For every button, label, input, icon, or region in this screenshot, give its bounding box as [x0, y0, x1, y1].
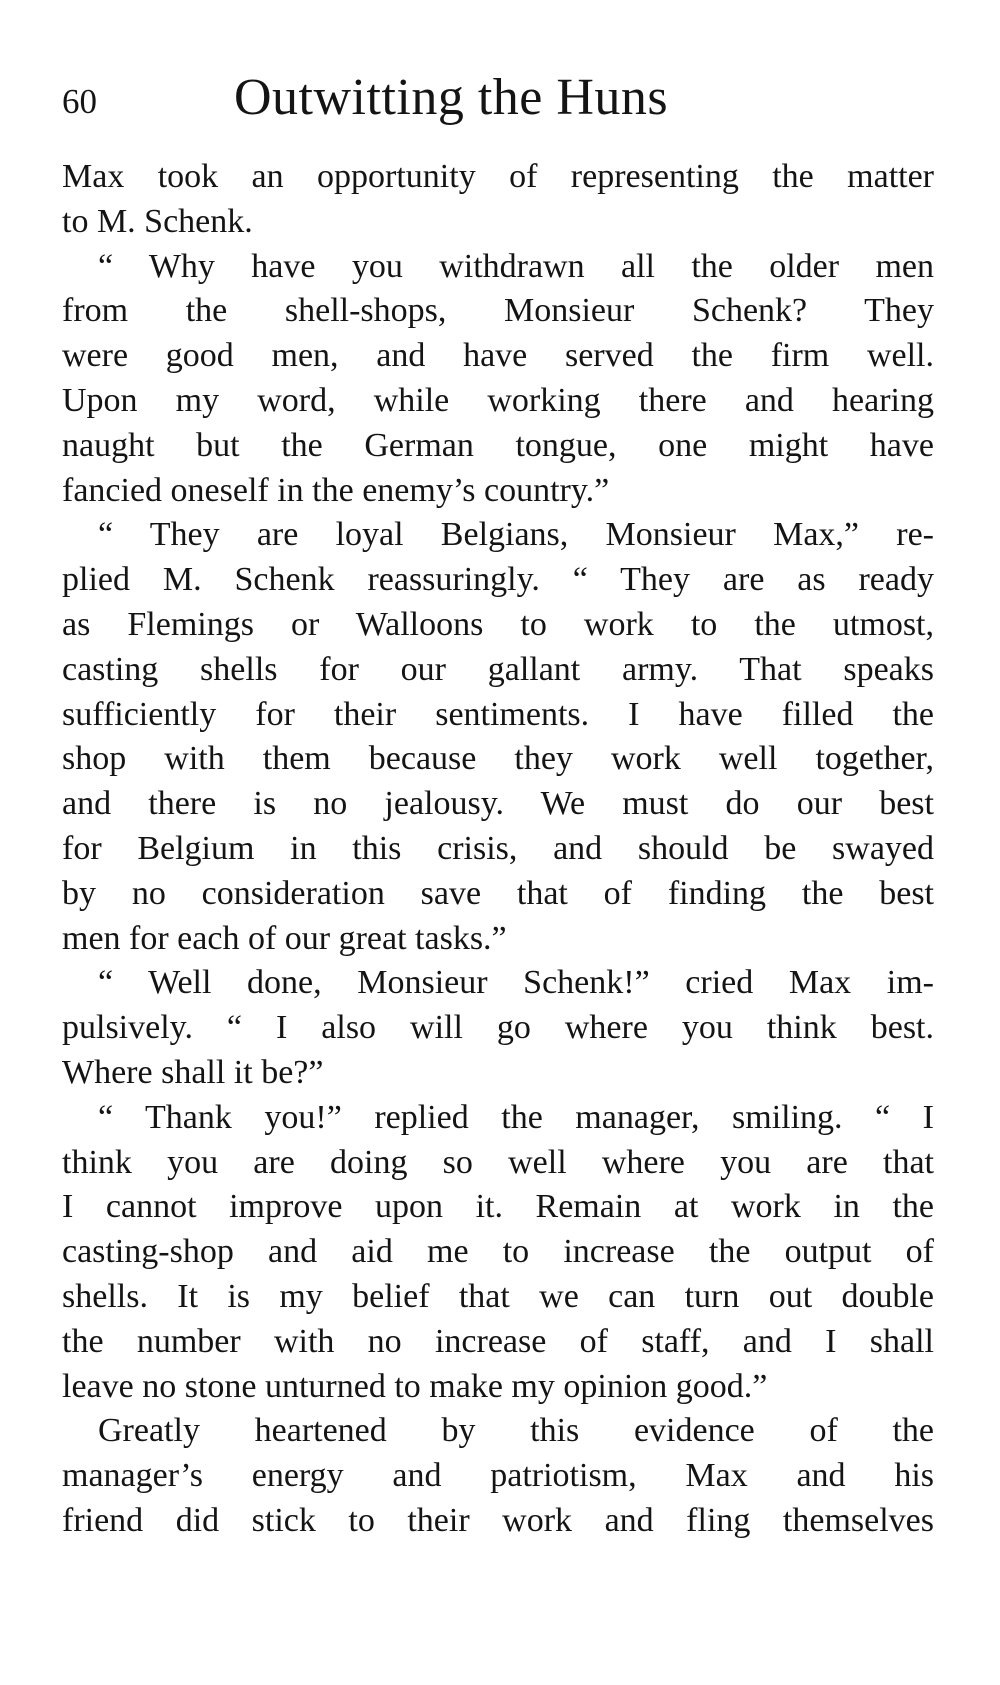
text-line: pulsively. “ I also will go where you think best.	[62, 1009, 934, 1047]
text-line: I cannot improve upon it. Remain at work in the	[62, 1188, 934, 1226]
text-line: for Belgium in this crisis, and should be swayed	[62, 829, 934, 867]
text-line: to M. Schenk.	[62, 202, 253, 240]
text-line: were good men, and have served the firm well.	[62, 337, 934, 375]
text-line: shells. It is my belief that we can turn out double	[62, 1277, 934, 1315]
text-line: Where shall it be?”	[62, 1053, 324, 1091]
text-line: shop with them because they work well together,	[62, 740, 934, 778]
paragraph	[62, 961, 934, 1095]
text-line: the number with no increase of staff, and I shall	[62, 1322, 934, 1360]
text-line: “ They are loyal Belgians, Monsieur Max,” re-	[98, 516, 934, 554]
text-line: manager’s energy and patriotism, Max and his	[62, 1457, 934, 1495]
page-number: 60	[62, 82, 97, 121]
text-line: “ Well done, Monsieur Schenk!” cried Max im-	[98, 964, 934, 1002]
text-line: naught but the German tongue, one might have	[62, 426, 934, 464]
text-line: “ Thank you!” replied the manager, smiling. “ I	[98, 1098, 934, 1136]
book-page	[62, 0, 934, 1539]
text-line: men for each of our great tasks.”	[62, 919, 507, 957]
text-line: think you are doing so well where you are that	[62, 1143, 934, 1181]
text-line: leave no stone unturned to make my opinion good.”	[62, 1367, 768, 1405]
running-head	[62, 0, 934, 135]
text-line: sufficiently for their sentiments. I have filled the	[62, 695, 934, 733]
paragraph	[62, 1096, 934, 1410]
paragraph	[62, 155, 934, 245]
text-line: “ Why have you withdrawn all the older men	[98, 247, 934, 285]
text-line: friend did stick to their work and fling themselves	[62, 1501, 934, 1539]
text-line: Upon my word, while working there and hearing	[62, 381, 934, 419]
body-text	[62, 155, 934, 1544]
text-line: Greatly heartened by this evidence of the	[98, 1412, 934, 1450]
paragraph	[62, 245, 934, 514]
text-line: as Flemings or Walloons to work to the utmost,	[62, 605, 934, 643]
text-line: and there is no jealousy. We must do our best	[62, 785, 934, 823]
text-line: Max took an opportunity of representing the matter	[62, 158, 934, 195]
running-title: Outwitting the Huns	[234, 69, 669, 126]
text-line: from the shell-shops, Monsieur Schenk? They	[62, 292, 934, 330]
paragraph	[62, 513, 934, 961]
text-line: by no consideration save that of finding the best	[62, 874, 934, 912]
text-line: casting shells for our gallant army. That speaks	[62, 650, 934, 688]
text-line: fancied oneself in the enemy’s country.”	[62, 471, 610, 509]
text-line: casting-shop and aid me to increase the output of	[62, 1233, 934, 1271]
text-line: plied M. Schenk reassuringly. “ They are as ready	[62, 561, 934, 599]
paragraph	[62, 1409, 934, 1543]
